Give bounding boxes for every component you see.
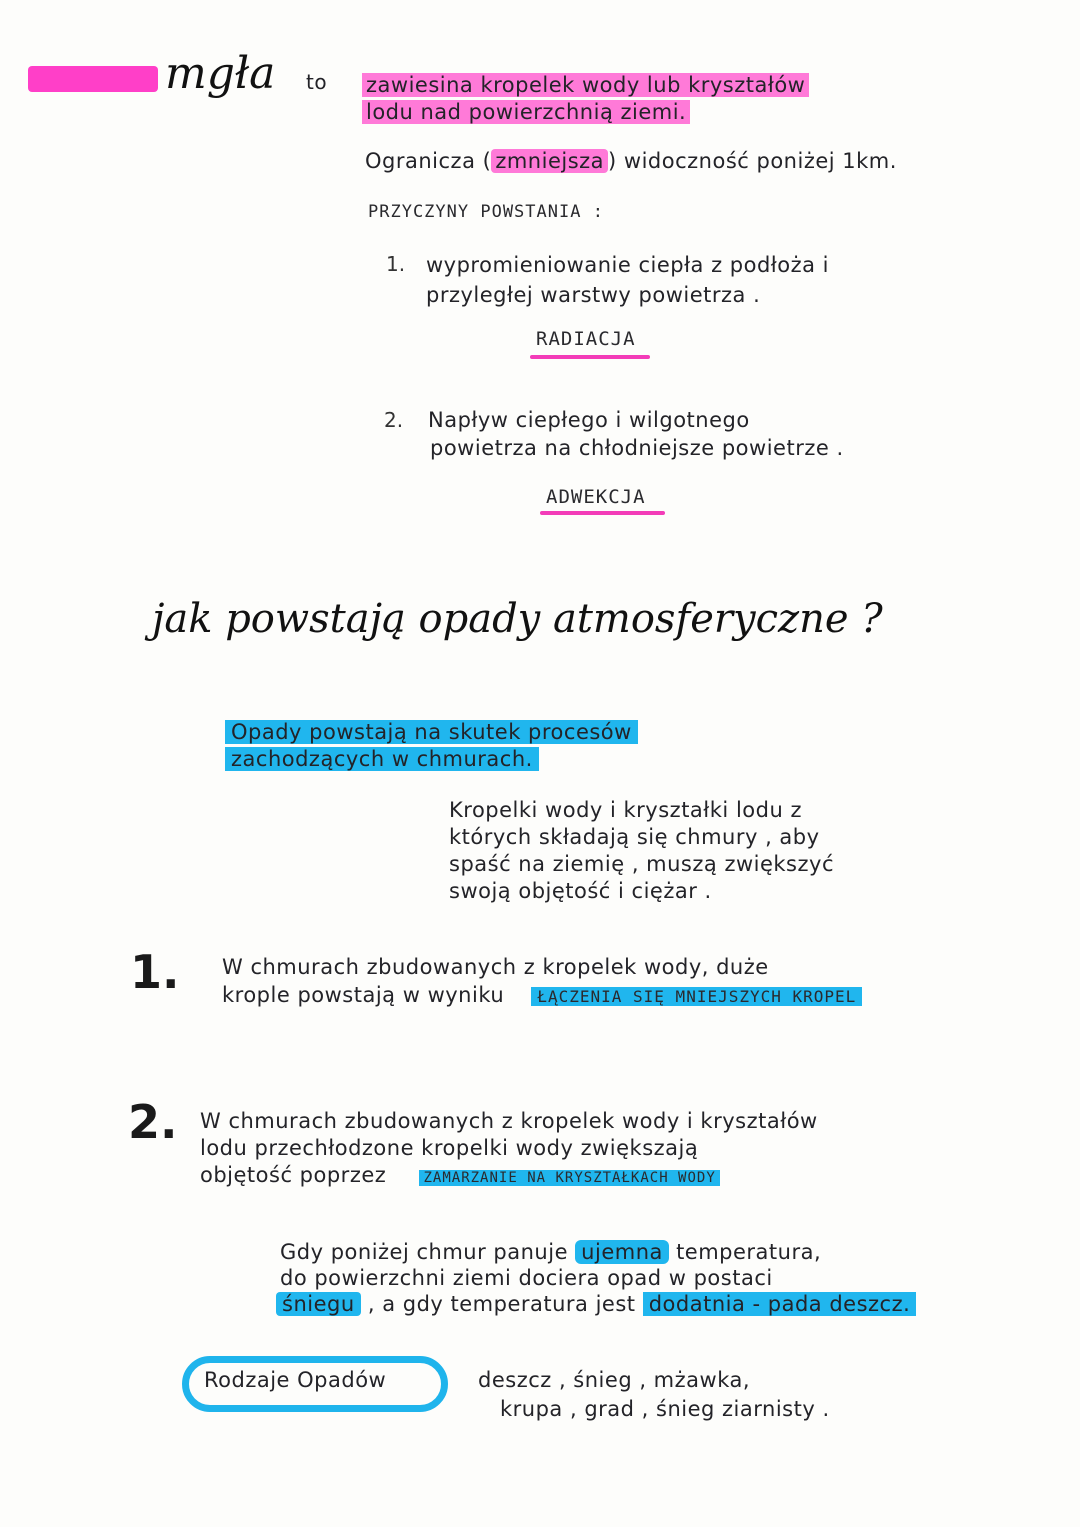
intro-line-1 xyxy=(225,717,638,747)
when-text-3: , a gdy temperatura jest xyxy=(367,1292,636,1316)
cause-2-term: ADWEKCJA xyxy=(546,486,646,508)
cause-2-underline xyxy=(540,511,665,515)
point-2-line-3 xyxy=(200,1160,720,1193)
point-2-line-2: lodu przechłodzone kropelki wody zwiększają xyxy=(200,1136,699,1160)
limit-highlight: zmniejsza xyxy=(491,149,608,173)
intro-text-1: Opady powstają na skutek procesów xyxy=(225,720,638,744)
title-highlight-bar xyxy=(28,66,158,92)
point-1-line-1: W chmurach zbudowanych z kropelek wody, duże xyxy=(222,955,769,979)
definition-text-2: lodu nad powierzchnią ziemi. xyxy=(362,100,690,124)
note-line-4: swoją objętość i ciężar . xyxy=(449,879,712,903)
point-1-number: 1. xyxy=(130,945,180,999)
when-highlight-1: ujemna xyxy=(575,1240,669,1264)
note-line-2: których składają się chmury , aby xyxy=(449,825,820,849)
intro-text-2: zachodzących w chmurach. xyxy=(225,747,539,771)
point-2-text: objętość poprzez xyxy=(200,1163,387,1187)
point-1-line-2 xyxy=(222,980,862,1012)
cause-2-line-2: powietrza na chłodniejsze powietrze . xyxy=(430,436,844,460)
definition-line-2 xyxy=(362,97,690,127)
causes-heading: PRZYCZYNY POWSTANIA : xyxy=(368,202,604,222)
visibility-line: Ogranicza ( zmniejsza ) widoczność poniżej 1km. xyxy=(365,149,897,173)
point-1-text: krople powstają w wyniku xyxy=(222,983,505,1007)
cause-1-line-1: wypromieniowanie ciepła z podłoża i xyxy=(426,253,830,277)
when-highlight-2: śniegu xyxy=(276,1292,361,1316)
cause-1-term: RADIACJA xyxy=(536,328,636,350)
point-2-number: 2. xyxy=(128,1095,178,1149)
types-label: Rodzaje Opadów xyxy=(204,1368,387,1392)
note-line-1: Kropelki wody i kryształki lodu z xyxy=(449,798,802,822)
cause-2-line-1: Napływ ciepłego i wilgotnego xyxy=(428,408,750,432)
point-2-line-1: W chmurach zbudowanych z kropelek wody i kryształów xyxy=(200,1109,818,1133)
types-line-2: krupa , grad , śnieg ziarnisty . xyxy=(500,1397,830,1421)
when-line-3 xyxy=(276,1289,916,1319)
when-line-2: do powierzchni ziemi dociera opad w postaci xyxy=(280,1266,773,1290)
definition-line-1 xyxy=(362,70,809,100)
when-highlight-3: dodatnia - pada deszcz. xyxy=(643,1292,917,1316)
page-title: mgła xyxy=(165,48,276,99)
cause-2-number: 2. xyxy=(384,408,404,432)
cause-1-number: 1. xyxy=(386,252,406,276)
limit-rest: widoczność poniżej 1km. xyxy=(623,149,897,173)
section-heading: jak powstają opady atmosferyczne ? xyxy=(152,596,883,642)
note-line-3: spaść na ziemię , muszą zwiększyć xyxy=(449,852,834,876)
cause-1-underline xyxy=(530,355,650,359)
when-text-1b: temperatura, xyxy=(676,1240,822,1264)
cause-1-line-2: przyległej warstwy powietrza . xyxy=(426,283,761,307)
when-text-1: Gdy poniżej chmur panuje xyxy=(280,1240,568,1264)
limit-word: Ogranicza xyxy=(365,149,476,173)
types-line-1: deszcz , śnieg , mżawka, xyxy=(478,1368,751,1392)
definition-text-1: zawiesina kropelek wody lub kryształów xyxy=(362,73,809,97)
intro-line-2 xyxy=(225,744,539,774)
to-word: to xyxy=(306,70,328,94)
point-1-highlight: ŁĄCZENIA SIĘ MNIEJSZYCH KROPEL xyxy=(531,987,862,1006)
point-2-highlight: ZAMARZANIE NA KRYSZTAŁKACH WODY xyxy=(419,1170,719,1186)
